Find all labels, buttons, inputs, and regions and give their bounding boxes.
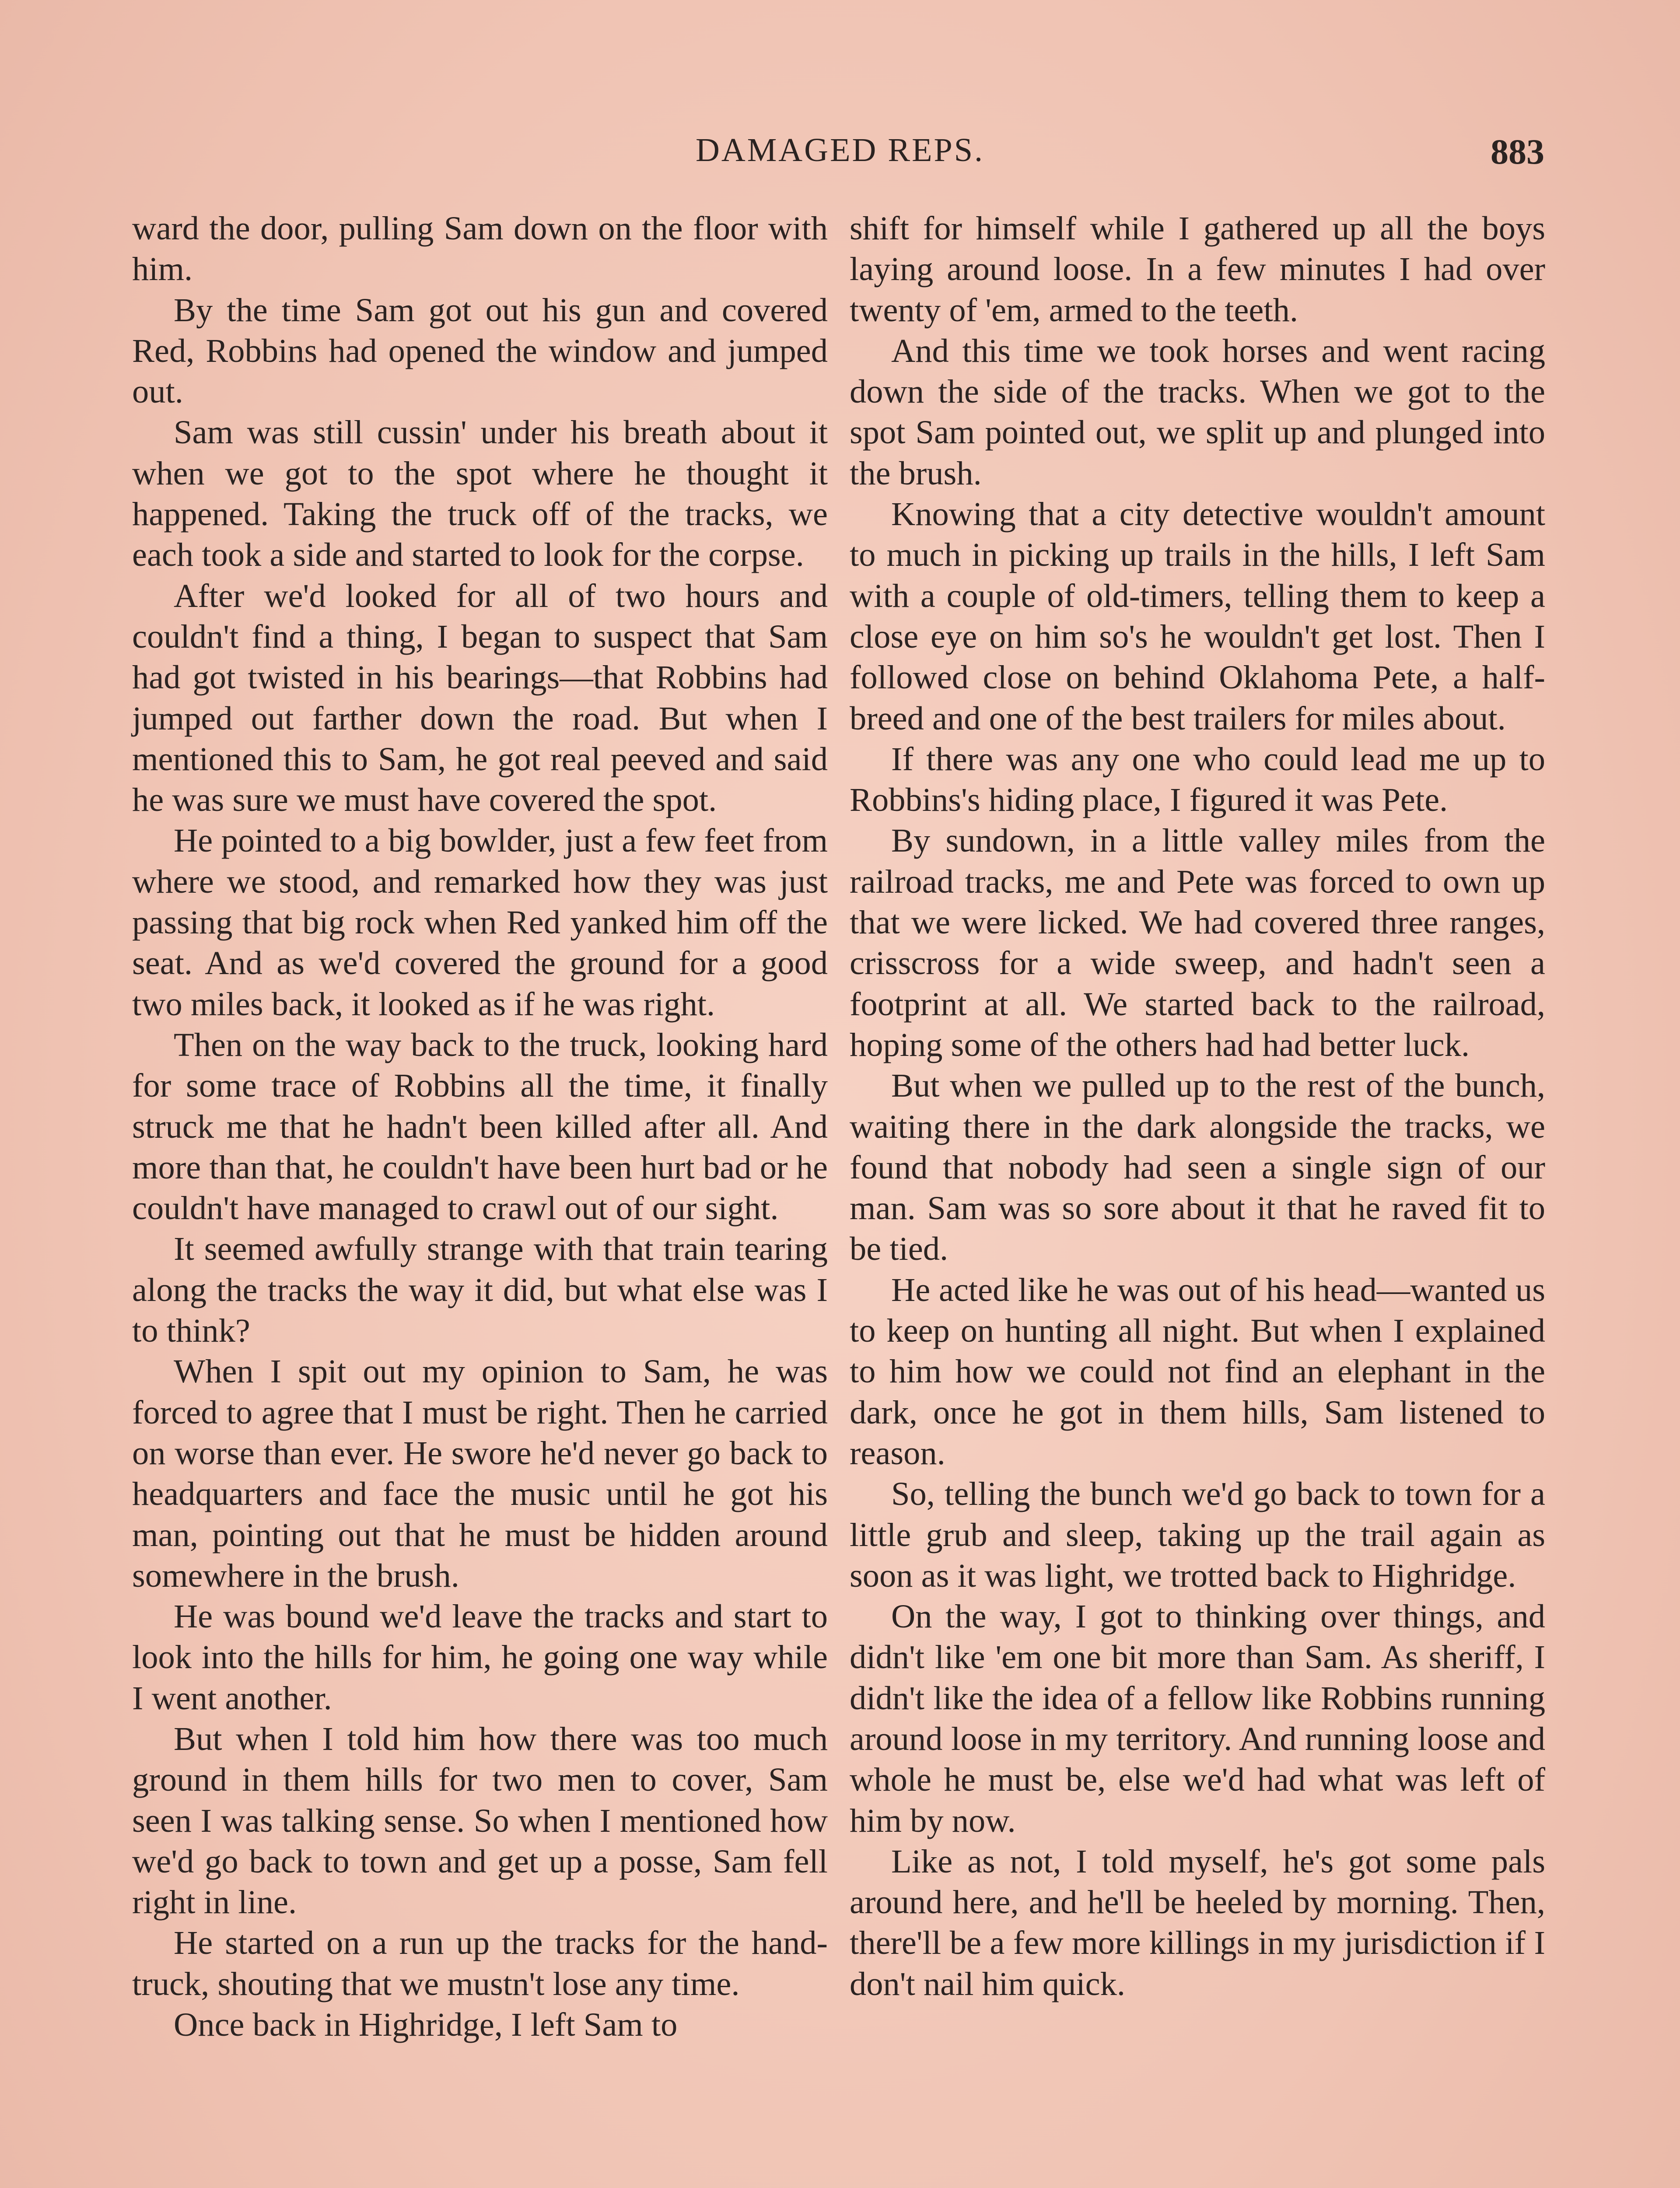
paragraph: Once back in Highridge, I left Sam to [174,2006,678,2044]
paragraph: He acted like he was out of his head—wanted us to keep on hunting all night. But when I explained to him how we could not find an elephant in the dark, once he got in them hills, Sam listened to reason. [850,1271,1545,1472]
page-header [0,131,1680,184]
paragraph: He was bound we'd leave the tracks and start to look into the hills for him, he going one way while I went another. [132,1598,828,1717]
paragraph: By sundown, in a little valley miles from the railroad tracks, me and Pete was forced to own up that we were licked. We had covered three ranges, crisscross for a wide sweep, and hadn't seen a footprint at all. We started back to the railroad, hoping some of the others had had better luck. [850,822,1545,1063]
paragraph: After we'd looked for all of two hours and couldn't find a thing, I began to suspect that Sam had got twisted in his bearings—that Robbins had jumped out farther down the road. But when I mentioned this to Sam, he got real peeved and said he was sure we must have covered the spot. [132,577,828,819]
paragraph: Like as not, I told myself, he's got some pals around here, and he'll be heeled by morning. Then, there'll be a few more killings in my jurisdiction if I don't nail him quick. [850,1842,1545,2002]
paragraph: It seemed awfully strange with that train tearing along the tracks the way it did, but what else was I to think? [132,1230,828,1350]
paragraph: Sam was still cussin' under his breath about it when we got to the spot where he thought it happened. Taking the truck off of the tracks, we each took a side and started to look for the corpse. [132,414,828,574]
paragraph: Then on the way back to the truck, looking hard for some trace of Robbins all the time, it finally struck me that he hadn't been killed after all. And more than that, he couldn't have been hurt bad or he couldn't have managed to crawl out of our sight. [132,1026,828,1227]
page-number: 883 [1491,132,1544,172]
paragraph: But when we pulled up to the rest of the bunch, waiting there in the dark alongside the tracks, we found that nobody had seen a single sign of our man. Sam was so sore about it that he raved fit to be tied. [850,1067,1545,1268]
paragraph: By the time Sam got out his gun and covered Red, Robbins had opened the window and jumped out. [132,291,828,410]
paragraph: ward the door, pulling Sam down on the floor with him. [132,210,828,288]
left-column [132,208,828,2045]
paragraph: But when I told him how there was too much ground in them hills for two men to cover, Sam seen I was talking sense. So when I mentioned how we'd go back to town and get up a posse, Sam fell right in line. [132,1720,828,1921]
paragraph: And this time we took horses and went racing down the side of the tracks. When we got to the spot Sam pointed out, we split up and plunged into the brush. [850,332,1545,492]
paragraph: He pointed to a big bowlder, just a few feet from where we stood, and remarked how they was just passing that big rock when Red yanked him off the seat. And as we'd covered the ground for a good two miles back, it looked as if he was right. [132,822,828,1023]
paragraph: If there was any one who could lead me up to Robbins's hiding place, I figured it was Pete. [850,740,1545,819]
paragraph: So, telling the bunch we'd go back to town for a little grub and sleep, taking up the trail again as soon as it was light, we trotted back to Highridge. [850,1475,1545,1594]
paragraph: On the way, I got to thinking over things, and didn't like 'em one bit more than Sam. As sheriff, I didn't like the idea of a fellow like Robbins running around loose in my territory. And running loose and whole he must be, else we'd had what was left of him by now. [850,1598,1545,1839]
paragraph: Knowing that a city detective wouldn't amount to much in picking up trails in the hills, I left Sam with a couple of old-timers, telling them to keep a close eye on him so's he wouldn't get lost. Then I followed close on behind Oklahoma Pete, a half-breed and one of the best trailers for miles about. [850,495,1545,737]
right-column [850,208,1545,2004]
paragraph: shift for himself while I gathered up all the boys laying around loose. In a few minutes I had over twenty of 'em, armed to the teeth. [850,210,1545,329]
paragraph: When I spit out my opinion to Sam, he was forced to agree that I must be right. Then he carried on worse than ever. He swore he'd never go back to headquarters and face the music until he got his man, pointing out that he must be hidden around somewhere in the brush. [132,1353,828,1594]
paragraph: He started on a run up the tracks for the hand-truck, shouting that we mustn't lose any time. [132,1924,828,2002]
running-head: DAMAGED REPS. [695,132,985,168]
